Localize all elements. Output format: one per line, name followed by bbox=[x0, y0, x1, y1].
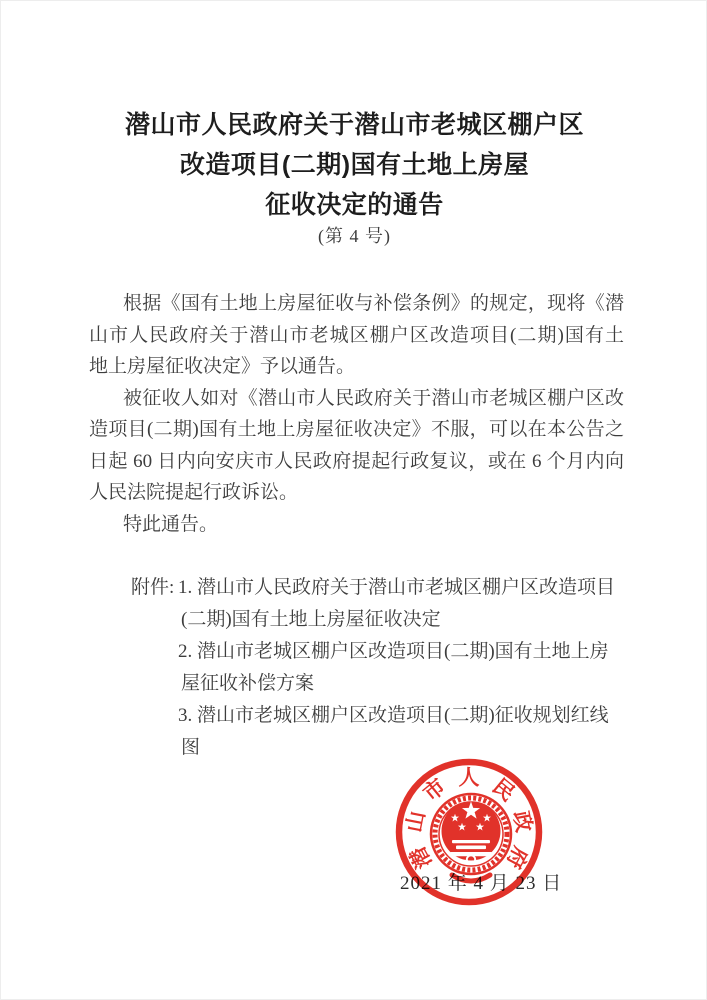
attachment-line: 1. 潜山市人民政府关于潜山市老城区棚户区改造项目 bbox=[178, 577, 616, 598]
body-line: 地上房屋征收决定》予以通告。 bbox=[89, 356, 356, 377]
paragraph-3 bbox=[89, 509, 624, 541]
attachment-line: 屋征收补偿方案 bbox=[181, 673, 315, 694]
attachments-list bbox=[178, 572, 615, 764]
national-emblem bbox=[431, 794, 511, 881]
seal-char: 人 bbox=[458, 766, 480, 790]
title-line-2: 改造项目(二期)国有土地上房屋 bbox=[179, 151, 530, 179]
seal-char: 山 bbox=[402, 809, 430, 835]
seal-char: 潜 bbox=[406, 842, 437, 873]
attachment-item-3 bbox=[178, 700, 615, 764]
body-line: 特此通告。 bbox=[123, 513, 219, 535]
attachment-item-1 bbox=[178, 572, 615, 636]
body-line: 日起 60 日内向安庆市人民政府提起行政复议，或在 6 个月内向 bbox=[89, 450, 624, 472]
title-line-3: 征收决定的通告 bbox=[265, 191, 444, 219]
attachment-line: (二期)国有土地上房屋征收决定 bbox=[181, 609, 441, 630]
seal-char: 政 bbox=[508, 809, 536, 835]
attachment-line: 2. 潜山市老城区棚户区改造项目(二期)国有土地上房 bbox=[178, 641, 609, 662]
title-line-1: 潜山市人民政府关于潜山市老城区棚户区 bbox=[124, 111, 584, 139]
body-line: 造项目(二期)国有土地上房屋征收决定》不服，可以在本公告之 bbox=[89, 419, 624, 440]
attachment-line: 3. 潜山市老城区棚户区改造项目(二期)征收规划红线 bbox=[178, 705, 609, 726]
body-line: 人民法院提起行政诉讼。 bbox=[89, 482, 299, 503]
seal-char: 市 bbox=[419, 774, 451, 806]
document-number: (第 4 号) bbox=[318, 226, 391, 246]
attachments-label: 附件: bbox=[131, 577, 175, 598]
document-body bbox=[89, 288, 624, 540]
body-line: 根据《国有土地上房屋征收与补偿条例》的规定，现将《潜 bbox=[123, 293, 624, 314]
document-title bbox=[1, 105, 707, 225]
attachment-line: 图 bbox=[181, 737, 201, 758]
attachment-item-2 bbox=[178, 636, 615, 700]
paragraph-2 bbox=[89, 383, 624, 509]
body-line: 山市人民政府关于潜山市老城区棚户区改造项目(二期)国有土 bbox=[89, 324, 624, 346]
emblem-gate bbox=[450, 840, 492, 856]
issue-date: 2021 年 4 月 23 日 bbox=[400, 873, 563, 894]
seal-char: 民 bbox=[487, 774, 519, 806]
paragraph-1 bbox=[89, 288, 624, 383]
body-line: 被征收人如对《潜山市人民政府关于潜山市老城区棚户区改 bbox=[123, 387, 624, 409]
emblem-ribbon bbox=[452, 875, 490, 881]
official-seal bbox=[389, 756, 549, 908]
attachments-section bbox=[131, 572, 615, 764]
seal-char: 府 bbox=[501, 842, 532, 873]
